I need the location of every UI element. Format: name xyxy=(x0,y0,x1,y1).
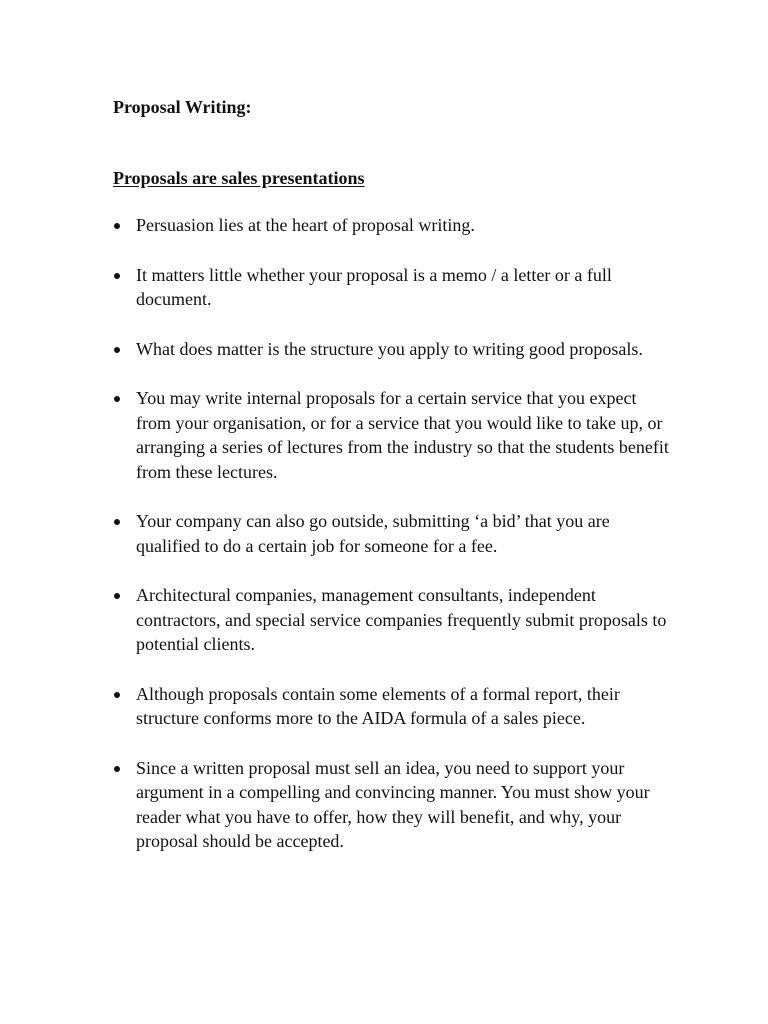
bullet-item xyxy=(113,213,673,238)
bullet-icon xyxy=(114,692,120,698)
bullet-item xyxy=(113,386,673,484)
bullet-item xyxy=(113,756,673,854)
section-heading: Proposals are sales presentations xyxy=(113,168,365,188)
bullet-icon xyxy=(114,593,120,599)
bullet-text: Your company can also go outside, submitting ‘a bid’ that you are qualified to do a certain job for someone for a fee. xyxy=(136,511,610,556)
bullet-text: Persuasion lies at the heart of proposal writing. xyxy=(136,215,475,235)
bullet-item xyxy=(113,337,673,362)
bullet-item xyxy=(113,509,673,558)
bullet-text: It matters little whether your proposal is a memo / a letter or a full document. xyxy=(136,264,612,309)
bullet-icon xyxy=(114,273,120,279)
bullet-icon xyxy=(114,766,120,772)
bullet-item xyxy=(113,682,673,731)
bullet-item xyxy=(113,583,673,657)
bullet-text: You may write internal proposals for a certain service that you expect from your organisation, or for a service that you would like to take up, or arranging a series of lectures from the industry so that the students benefit from these lectures. xyxy=(136,388,669,482)
bullet-text: Since a written proposal must sell an idea, you need to support your argument in a compelling and convincing manner. You must show your reader what you have to offer, how they will benefit, and why, your proposal should be accepted. xyxy=(136,757,650,851)
bullet-list xyxy=(113,213,673,879)
bullet-text: Architectural companies, management consultants, independent contractors, and special service companies frequently submit proposals to potential clients. xyxy=(136,585,667,654)
bullet-icon xyxy=(114,396,120,402)
bullet-text: What does matter is the structure you apply to writing good proposals. xyxy=(136,338,643,359)
bullet-icon xyxy=(114,347,120,353)
bullet-icon xyxy=(114,519,120,525)
document-title: Proposal Writing: xyxy=(113,97,252,117)
bullet-icon xyxy=(114,223,120,229)
bullet-item xyxy=(113,263,673,312)
bullet-text: Although proposals contain some elements of a formal report, their structure conforms more to the AIDA formula of a sales piece. xyxy=(136,683,620,728)
